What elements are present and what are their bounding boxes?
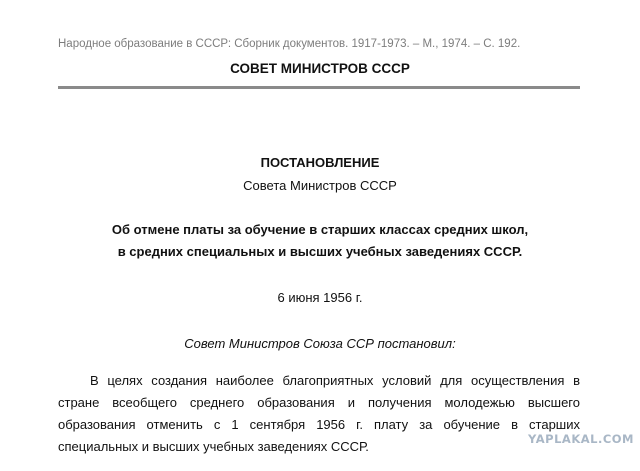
- document-title-line: Об отмене платы за обучение в старших классах средних школ,: [111, 222, 529, 237]
- document-issuer: Совета Министров СССР: [243, 178, 397, 193]
- body-line: В целях создания наиболее благоприятных условий для осуществления в: [90, 373, 580, 388]
- document-date: 6 июня 1956 г.: [277, 290, 363, 305]
- body-line: специальных и высших учебных заведениях СССР.: [58, 439, 369, 454]
- document-preamble: Совет Министров Союза ССР постановил:: [184, 336, 456, 351]
- body-line: стране всеобщего среднего образования и получения молодежью высшего: [58, 395, 580, 410]
- council-header: СОВЕТ МИНИСТРОВ СССР: [230, 61, 410, 76]
- document-type: ПОСТАНОВЛЕНИЕ: [260, 155, 380, 170]
- source-citation: Народное образование в СССР: Сборник документов. 1917-1973. – М., 1974. – С. 192.: [58, 38, 521, 50]
- header-divider: [58, 86, 580, 89]
- document-title-line: в средних специальных и высших учебных заведениях СССР.: [117, 244, 523, 259]
- document-body: [58, 370, 580, 458]
- body-line: образования отменить с 1 сентября 1956 г. плату за обучение в старших: [58, 417, 580, 432]
- site-watermark: YAPLAKAL.COM: [528, 432, 634, 446]
